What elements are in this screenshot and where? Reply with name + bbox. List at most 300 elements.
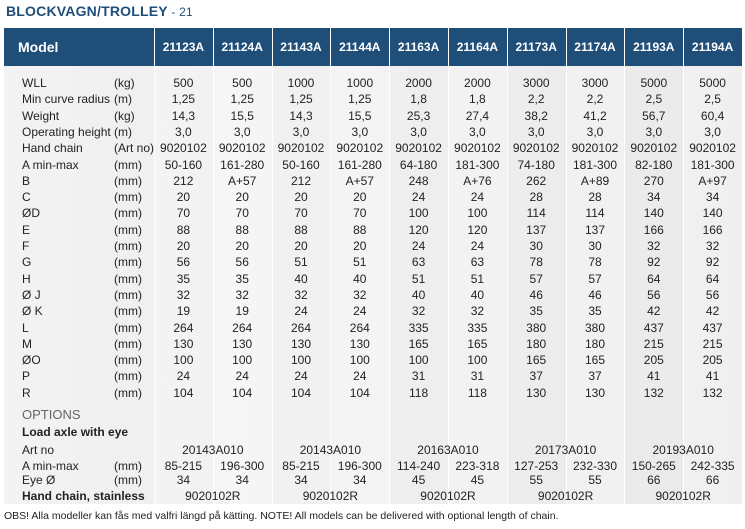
- value-cell: 437: [643, 320, 664, 335]
- value-cell: 24: [353, 369, 367, 384]
- value-cell: 2,2: [527, 92, 545, 107]
- value-cell: 85-215: [282, 459, 320, 473]
- value-cell: 130: [349, 336, 370, 351]
- value-cell: 50-160: [164, 157, 203, 172]
- spec-row: [4, 75, 742, 91]
- row-label: Eye Ø: [22, 473, 56, 487]
- value-cell: 24: [294, 304, 308, 319]
- value-cell: 9020102: [571, 141, 619, 156]
- row-label: G: [22, 255, 32, 270]
- value-cell: 104: [232, 385, 253, 400]
- row-unit: (kg): [114, 108, 135, 123]
- value-cell: 9020102R: [302, 489, 359, 503]
- row-unit: (m): [114, 124, 132, 139]
- value-cell: 180: [526, 336, 547, 351]
- value-cell: 28: [529, 190, 543, 205]
- value-cell: 5000: [640, 76, 668, 90]
- value-cell: 9020102R: [420, 489, 476, 503]
- value-cell: 166: [643, 222, 664, 237]
- row-label: Hand chain: [22, 141, 83, 156]
- value-cell: 137: [584, 222, 605, 237]
- options-subhead: Load axle with eye: [22, 425, 129, 439]
- value-cell: 32: [411, 304, 426, 319]
- model-header-label: Model: [18, 39, 59, 55]
- spec-row: [4, 189, 742, 205]
- row-label: F: [22, 239, 30, 253]
- value-cell: 3,0: [704, 124, 721, 139]
- value-cell: 64: [705, 271, 720, 286]
- value-cell: 9020102: [277, 141, 325, 156]
- value-cell: 9020102: [512, 141, 560, 156]
- value-cell: 3,0: [292, 124, 310, 139]
- value-cell: 34: [176, 473, 191, 487]
- value-cell: 42: [647, 304, 661, 319]
- value-cell: 20: [294, 190, 308, 205]
- value-cell: 41: [705, 369, 720, 384]
- row-label: Operating height: [22, 124, 111, 139]
- spec-row: [4, 205, 742, 221]
- value-cell: 161-280: [220, 157, 265, 172]
- value-cell: 335: [408, 320, 429, 335]
- value-cell: 1,8: [410, 92, 427, 107]
- value-cell: 132: [643, 385, 664, 400]
- value-cell: 25,3: [406, 108, 431, 123]
- value-cell: 5000: [699, 76, 726, 90]
- value-cell: 66: [647, 473, 661, 487]
- value-cell: 35: [176, 271, 191, 286]
- value-cell: 118: [409, 385, 429, 400]
- value-cell: 9020102R: [185, 489, 241, 503]
- value-cell: 92: [705, 255, 720, 270]
- value-cell: 3,0: [351, 124, 369, 139]
- value-cell: 215: [643, 336, 664, 351]
- value-cell: 55: [588, 473, 602, 487]
- value-cell: 104: [349, 385, 370, 400]
- value-cell: 35: [235, 271, 249, 286]
- row-label: ØD: [22, 206, 40, 221]
- value-cell: 100: [408, 206, 429, 221]
- model-header-cell: 21164A: [456, 40, 499, 54]
- row-unit: (mm): [114, 287, 142, 302]
- value-cell: 14,3: [289, 108, 313, 123]
- value-cell: 20: [353, 239, 367, 253]
- spec-row: [4, 385, 742, 401]
- value-cell: 2,5: [645, 92, 663, 107]
- title-main: BLOCKVAGN/TROLLEY: [6, 3, 168, 19]
- footer-note: OBS! Alla modeller kan fås med valfri längd på kätting. NOTE! All models can be delivered with optional length of chain.: [4, 510, 559, 522]
- value-cell: 70: [176, 206, 191, 221]
- value-cell: 60,4: [700, 108, 725, 123]
- row-unit: (mm): [114, 320, 142, 335]
- value-cell: 181-300: [690, 157, 735, 172]
- value-cell: 127-253: [514, 459, 559, 473]
- value-cell: A+57: [228, 173, 257, 188]
- model-header-cell: 21144A: [339, 40, 381, 54]
- value-cell: 165: [467, 336, 488, 351]
- value-cell: 19: [235, 304, 249, 319]
- value-cell: 3,0: [175, 124, 192, 139]
- value-cell: 161-280: [337, 157, 382, 172]
- model-header-cell: 21194A: [691, 40, 734, 54]
- value-cell: 380: [526, 320, 547, 335]
- value-cell: 41,2: [583, 108, 607, 123]
- value-cell: 56: [235, 255, 249, 270]
- spec-row: [4, 287, 742, 303]
- value-cell: 166: [702, 222, 723, 237]
- value-cell: 232-330: [572, 459, 618, 473]
- value-cell: 66: [705, 473, 720, 487]
- value-cell: 3,0: [645, 124, 663, 139]
- value-cell: 262: [526, 173, 547, 188]
- spec-table: [4, 28, 742, 504]
- value-cell: 56: [705, 287, 720, 302]
- value-cell: 32: [235, 287, 249, 302]
- value-cell: 264: [232, 320, 253, 335]
- value-cell: 9020102: [630, 141, 678, 156]
- options-section-title: OPTIONS: [22, 407, 81, 422]
- row-unit: (mm): [114, 206, 142, 221]
- value-cell: 70: [294, 206, 308, 221]
- value-cell: 34: [353, 473, 367, 487]
- spec-row: [4, 124, 742, 140]
- value-cell: 500: [232, 76, 253, 90]
- option-row-art-no: [4, 442, 742, 458]
- row-unit: (mm): [114, 190, 142, 205]
- value-cell: 38,2: [524, 108, 548, 123]
- row-unit: (m): [114, 92, 132, 107]
- value-cell: 165: [584, 353, 605, 368]
- value-cell: A+97: [698, 173, 727, 188]
- value-cell: 88: [176, 222, 191, 237]
- row-label: R: [22, 385, 31, 400]
- value-cell: 140: [643, 206, 664, 221]
- row-label: ØO: [22, 353, 41, 368]
- value-cell: 20143A010: [182, 443, 244, 457]
- value-cell: 100: [349, 353, 370, 368]
- row-unit: (kg): [114, 76, 135, 90]
- value-cell: 31: [470, 369, 485, 384]
- row-unit: (Art no): [114, 141, 155, 156]
- value-cell: 24: [411, 239, 426, 253]
- value-cell: 57: [588, 271, 602, 286]
- value-cell: 3000: [581, 76, 609, 90]
- value-cell: 223-318: [455, 459, 500, 473]
- value-cell: 37: [529, 369, 543, 384]
- value-cell: 40: [353, 271, 367, 286]
- model-header-cell: 21174A: [574, 40, 616, 54]
- spec-row: [4, 336, 742, 352]
- row-unit: (mm): [114, 239, 142, 253]
- value-cell: 32: [647, 239, 661, 253]
- value-cell: 130: [232, 336, 253, 351]
- value-cell: A+76: [463, 173, 492, 188]
- value-cell: 32: [470, 304, 485, 319]
- value-cell: 34: [294, 473, 308, 487]
- table-header: [4, 28, 742, 66]
- row-unit: (mm): [114, 255, 142, 270]
- value-cell: 24: [176, 369, 191, 384]
- value-cell: 9020102: [336, 141, 384, 156]
- row-label: P: [22, 369, 31, 384]
- value-cell: 88: [294, 222, 308, 237]
- row-label: Art no: [22, 443, 55, 457]
- row-label: WLL: [22, 76, 47, 90]
- value-cell: 57: [529, 271, 543, 286]
- value-cell: 100: [408, 353, 429, 368]
- value-cell: 85-215: [164, 459, 203, 473]
- value-cell: 212: [290, 173, 311, 188]
- value-cell: 51: [411, 271, 426, 286]
- value-cell: 1,25: [348, 92, 372, 107]
- value-cell: 82-180: [635, 157, 673, 172]
- value-cell: 20143A010: [299, 443, 362, 457]
- row-label: C: [22, 190, 31, 205]
- value-cell: 3,0: [469, 124, 486, 139]
- row-label: A min-max: [22, 459, 79, 473]
- value-cell: 20193A010: [652, 443, 714, 457]
- row-unit: (mm): [114, 353, 142, 368]
- value-cell: 2000: [464, 76, 491, 90]
- spec-row: [4, 108, 742, 124]
- value-cell: 100: [467, 353, 488, 368]
- value-cell: 9020102R: [655, 489, 711, 503]
- value-cell: 3,0: [527, 124, 545, 139]
- value-cell: 74-180: [517, 157, 555, 172]
- value-cell: 248: [408, 173, 429, 188]
- value-cell: 9020102: [454, 141, 501, 156]
- value-cell: 500: [173, 76, 194, 90]
- value-cell: 50-160: [282, 157, 320, 172]
- value-cell: 120: [408, 222, 429, 237]
- value-cell: 3,0: [586, 124, 604, 139]
- value-cell: A+57: [345, 173, 374, 188]
- value-cell: 19: [176, 304, 191, 319]
- value-cell: 88: [353, 222, 367, 237]
- value-cell: 51: [294, 255, 308, 270]
- value-cell: 2,2: [586, 92, 604, 107]
- value-cell: 20: [353, 190, 367, 205]
- value-cell: A+89: [580, 173, 610, 188]
- value-cell: 24: [411, 190, 426, 205]
- value-cell: 56: [647, 287, 661, 302]
- value-cell: 1,8: [469, 92, 486, 107]
- value-cell: 24: [470, 190, 485, 205]
- value-cell: 104: [290, 385, 311, 400]
- value-cell: 78: [529, 255, 543, 270]
- value-cell: 380: [584, 320, 605, 335]
- row-unit: (mm): [114, 222, 142, 237]
- value-cell: 270: [643, 173, 664, 188]
- value-cell: 15,5: [348, 108, 372, 123]
- value-cell: 335: [467, 320, 488, 335]
- value-cell: 34: [235, 473, 249, 487]
- value-cell: 100: [467, 206, 488, 221]
- value-cell: 20: [176, 239, 191, 253]
- value-cell: 20163A010: [417, 443, 479, 457]
- value-cell: 130: [290, 336, 311, 351]
- value-cell: 35: [588, 304, 602, 319]
- value-cell: 264: [290, 320, 311, 335]
- value-cell: 3000: [522, 76, 550, 90]
- value-cell: 205: [702, 353, 723, 368]
- row-unit: (mm): [114, 336, 142, 351]
- value-cell: 46: [529, 287, 543, 302]
- value-cell: 130: [173, 336, 194, 351]
- row-unit: (mm): [114, 385, 142, 400]
- value-cell: 34: [647, 190, 661, 205]
- value-cell: 1,25: [171, 92, 196, 107]
- row-unit: (mm): [114, 459, 142, 473]
- value-cell: 114-240: [397, 459, 441, 473]
- spec-row: [4, 368, 742, 384]
- value-cell: 30: [529, 239, 543, 253]
- value-cell: 64-180: [399, 157, 438, 172]
- value-cell: 31: [411, 369, 426, 384]
- value-cell: 40: [294, 271, 308, 286]
- value-cell: 24: [470, 239, 485, 253]
- value-cell: 181-300: [572, 157, 618, 172]
- spec-row: [4, 91, 742, 107]
- value-cell: 63: [411, 255, 426, 270]
- value-cell: 130: [584, 385, 605, 400]
- option-row-hand-chain: [4, 488, 742, 504]
- model-header-cell: 21123A: [162, 40, 205, 54]
- spec-row: [4, 352, 742, 368]
- value-cell: 181-300: [455, 157, 500, 172]
- model-header-cell: 21124A: [221, 40, 263, 54]
- spec-row: [4, 222, 742, 238]
- value-cell: 42: [705, 304, 720, 319]
- row-label: A min-max: [22, 157, 79, 172]
- row-label: Ø J: [22, 287, 41, 302]
- value-cell: 51: [353, 255, 367, 270]
- value-cell: 9020102R: [537, 489, 594, 503]
- value-cell: 30: [588, 239, 602, 253]
- value-cell: 1,25: [289, 92, 313, 107]
- value-cell: 32: [705, 239, 720, 253]
- value-cell: 137: [526, 222, 547, 237]
- value-cell: 114: [526, 206, 546, 221]
- option-row-eye: [4, 472, 742, 488]
- row-label: M: [22, 336, 32, 351]
- value-cell: 437: [702, 320, 723, 335]
- column-divider: [742, 28, 743, 504]
- value-cell: 120: [467, 222, 488, 237]
- value-cell: 3,0: [410, 124, 427, 139]
- value-cell: 100: [173, 353, 194, 368]
- value-cell: 24: [294, 369, 308, 384]
- row-label: H: [22, 271, 31, 286]
- value-cell: 51: [470, 271, 485, 286]
- value-cell: 1000: [346, 76, 374, 90]
- value-cell: 212: [173, 173, 194, 188]
- value-cell: 2000: [405, 76, 432, 90]
- value-cell: 100: [232, 353, 253, 368]
- value-cell: 32: [353, 287, 367, 302]
- value-cell: 34: [705, 190, 720, 205]
- spec-row: [4, 140, 742, 156]
- value-cell: 55: [529, 473, 543, 487]
- value-cell: 92: [647, 255, 661, 270]
- spec-row: [4, 173, 742, 189]
- value-cell: 15,5: [230, 108, 254, 123]
- value-cell: 20: [176, 190, 191, 205]
- row-unit: (mm): [114, 271, 142, 286]
- title-separator: -: [167, 5, 180, 19]
- value-cell: 35: [529, 304, 543, 319]
- value-cell: 9020102: [689, 141, 736, 156]
- value-cell: 242-335: [690, 459, 735, 473]
- value-cell: 3,0: [233, 124, 251, 139]
- value-cell: 88: [235, 222, 249, 237]
- model-header-cell: 21163A: [397, 40, 440, 54]
- title-number: 21: [179, 5, 193, 19]
- value-cell: 104: [173, 385, 194, 400]
- value-cell: 1,25: [230, 92, 254, 107]
- value-cell: 14,3: [171, 108, 196, 123]
- row-label: E: [22, 222, 31, 237]
- value-cell: 70: [353, 206, 367, 221]
- value-cell: 41: [647, 369, 661, 384]
- value-cell: 118: [467, 385, 487, 400]
- value-cell: 28: [588, 190, 602, 205]
- row-label: Hand chain, stainless: [22, 489, 145, 503]
- value-cell: 9020102: [395, 141, 442, 156]
- row-label: Min curve radius: [22, 92, 111, 107]
- value-cell: 114: [585, 206, 605, 221]
- value-cell: 20173A010: [534, 443, 597, 457]
- value-cell: 27,4: [465, 108, 490, 123]
- value-cell: 130: [526, 385, 547, 400]
- value-cell: 45: [411, 473, 426, 487]
- value-cell: 132: [702, 385, 723, 400]
- value-cell: 140: [702, 206, 723, 221]
- value-cell: 165: [408, 336, 429, 351]
- spec-row: [4, 254, 742, 270]
- value-cell: 40: [470, 287, 485, 302]
- value-cell: 165: [526, 353, 547, 368]
- value-cell: 150-265: [631, 459, 676, 473]
- value-cell: 40: [411, 287, 426, 302]
- value-cell: 264: [349, 320, 370, 335]
- row-label: Ø K: [22, 304, 43, 319]
- spec-row: [4, 271, 742, 287]
- value-cell: 196-300: [337, 459, 382, 473]
- value-cell: 63: [470, 255, 485, 270]
- value-cell: 2,5: [704, 92, 721, 107]
- row-unit: (mm): [114, 369, 142, 384]
- value-cell: 37: [588, 369, 602, 384]
- value-cell: 56: [176, 255, 191, 270]
- value-cell: 56,7: [642, 108, 666, 123]
- spec-row: [4, 157, 742, 173]
- value-cell: 20: [235, 239, 249, 253]
- value-cell: 9020102: [160, 141, 207, 156]
- value-cell: 64: [647, 271, 661, 286]
- row-unit: (mm): [114, 157, 142, 172]
- value-cell: 100: [290, 353, 311, 368]
- value-cell: 45: [470, 473, 485, 487]
- model-header-cell: 21173A: [515, 40, 557, 54]
- row-unit: (mm): [114, 473, 142, 487]
- row-label: B: [22, 173, 31, 188]
- row-unit: (mm): [114, 173, 142, 188]
- value-cell: 78: [588, 255, 602, 270]
- value-cell: 196-300: [220, 459, 265, 473]
- value-cell: 24: [353, 304, 367, 319]
- value-cell: 32: [294, 287, 308, 302]
- value-cell: 24: [235, 369, 249, 384]
